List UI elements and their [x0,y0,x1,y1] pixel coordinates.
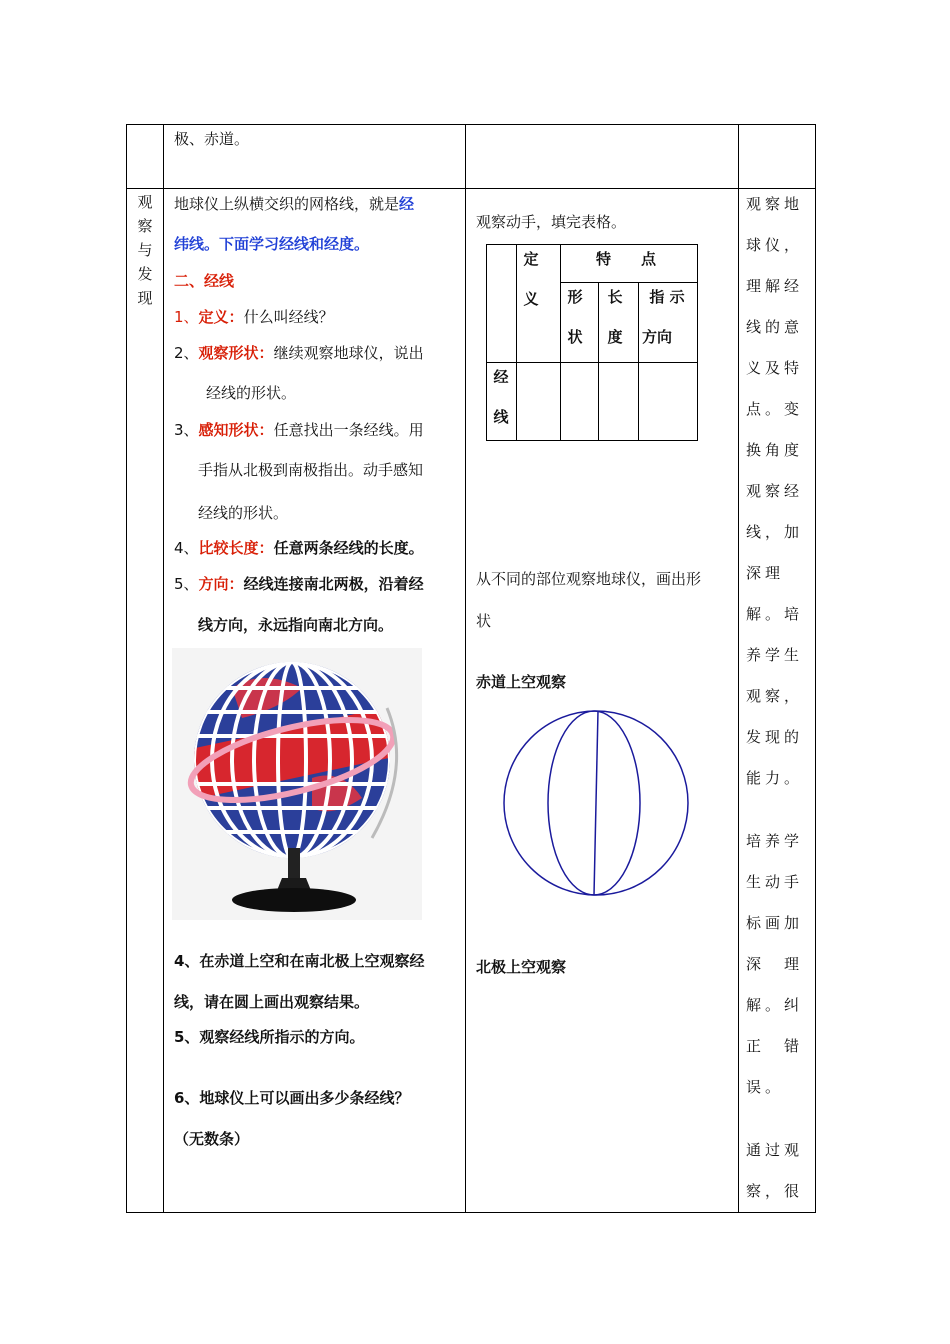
item-4-num: 4、 [174,539,199,557]
header-length-2: 度 [607,328,623,346]
item-2-term: 观察形状： [198,344,274,362]
item-1 [174,306,334,328]
intro-line-1 [174,193,414,215]
header-length-1: 长 [607,288,623,306]
item-5-text: 经线连接南北两极，沿着经 [243,575,424,593]
col3-draw-line-1: 从不同的部位观察地球仪，画出形 [476,570,702,588]
item-3-cont-2: 经线的形状。 [198,504,289,522]
top-row-text: 极、赤道。 [174,130,250,148]
section-heading: 二、经线 [174,272,235,290]
header-shape-2: 状 [567,328,583,346]
table-col-divider-3 [738,124,739,1213]
equator-view-label: 赤道上空观察 [476,673,567,691]
row-label-1: 经 [493,368,509,386]
header-def-2: 义 [523,290,539,308]
note-paragraph-2: 培养学生动手标画加深 理解。纠正 错误。 [746,832,804,1096]
meridian-drawing [498,708,694,898]
item-5 [174,573,424,595]
row-label-2: 线 [493,408,509,426]
task-6-answer: （无数条） [174,1130,250,1148]
item-2-cont: 经线的形状。 [206,384,297,402]
item-3-num: 3、 [174,421,199,439]
item-2-text: 继续观察地球仪，说出 [273,344,424,362]
header-direction-2: 方向 [642,328,673,346]
note-paragraph-1: 观察地球仪，理解经线的意义及特点。变换角度观察经线，加深理解。培养学生观察，发现的能力。 [746,195,804,787]
header-def-1: 定 [523,250,539,268]
table-col-divider-2 [465,124,466,1213]
table-border-left [126,124,127,1213]
intro-text: 地球仪上纵横交织的网格线，就是 [174,195,400,213]
task-5: 5、观察经线所指示的方向。 [174,1028,365,1046]
table-col-divider-1 [163,124,164,1213]
item-5-term: 方向： [198,575,244,593]
intro-line-2: 纬线。下面学习经线和经度。 [174,235,370,253]
teaching-notes [746,184,810,1212]
item-5-cont: 线方向，永远指向南北方向。 [198,616,394,634]
item-3-text: 任意找出一条经线。用 [273,421,424,439]
header-direction-1: 指 示 [649,288,685,306]
header-features: 特 点 [595,250,656,268]
item-2 [174,342,424,364]
item-4 [174,537,424,559]
item-1-text: 什么叫经线？ [243,308,334,326]
task-6: 6、地球仪上可以画出多少条经线？ [174,1089,410,1107]
item-4-term: 比较长度： [198,539,274,557]
item-5-num: 5、 [174,575,199,593]
feature-table [486,244,698,440]
table-border-bottom [126,1212,816,1213]
intro-highlight: 经 [399,195,415,213]
task-4-line-2: 线，请在圆上画出观察结果。 [174,993,370,1011]
item-3-term: 感知形状： [198,421,274,439]
header-shape-1: 形 [567,288,583,306]
item-3-cont-1: 手指从北极到南极指出。动手感知 [198,461,424,479]
item-3 [174,419,424,441]
task-4-line-1: 4、在赤道上空和在南北极上空观察经 [174,952,425,970]
table-row-divider [126,188,816,189]
globe-photo [172,648,422,920]
note-paragraph-3: 通过观察，很 [746,1141,804,1200]
item-1-term: 定义： [198,308,244,326]
table-border-right [815,124,816,1213]
north-pole-view-label: 北极上空观察 [476,958,567,976]
table-border-top [126,124,816,125]
col3-draw-line-2: 状 [476,612,492,630]
item-4-text: 任意两条经线的长度。 [273,539,424,557]
item-1-num: 1、 [174,308,199,326]
section-label: 观察与发现 [137,193,153,307]
item-2-num: 2、 [174,344,199,362]
col3-intro: 观察动手，填完表格。 [476,213,627,231]
